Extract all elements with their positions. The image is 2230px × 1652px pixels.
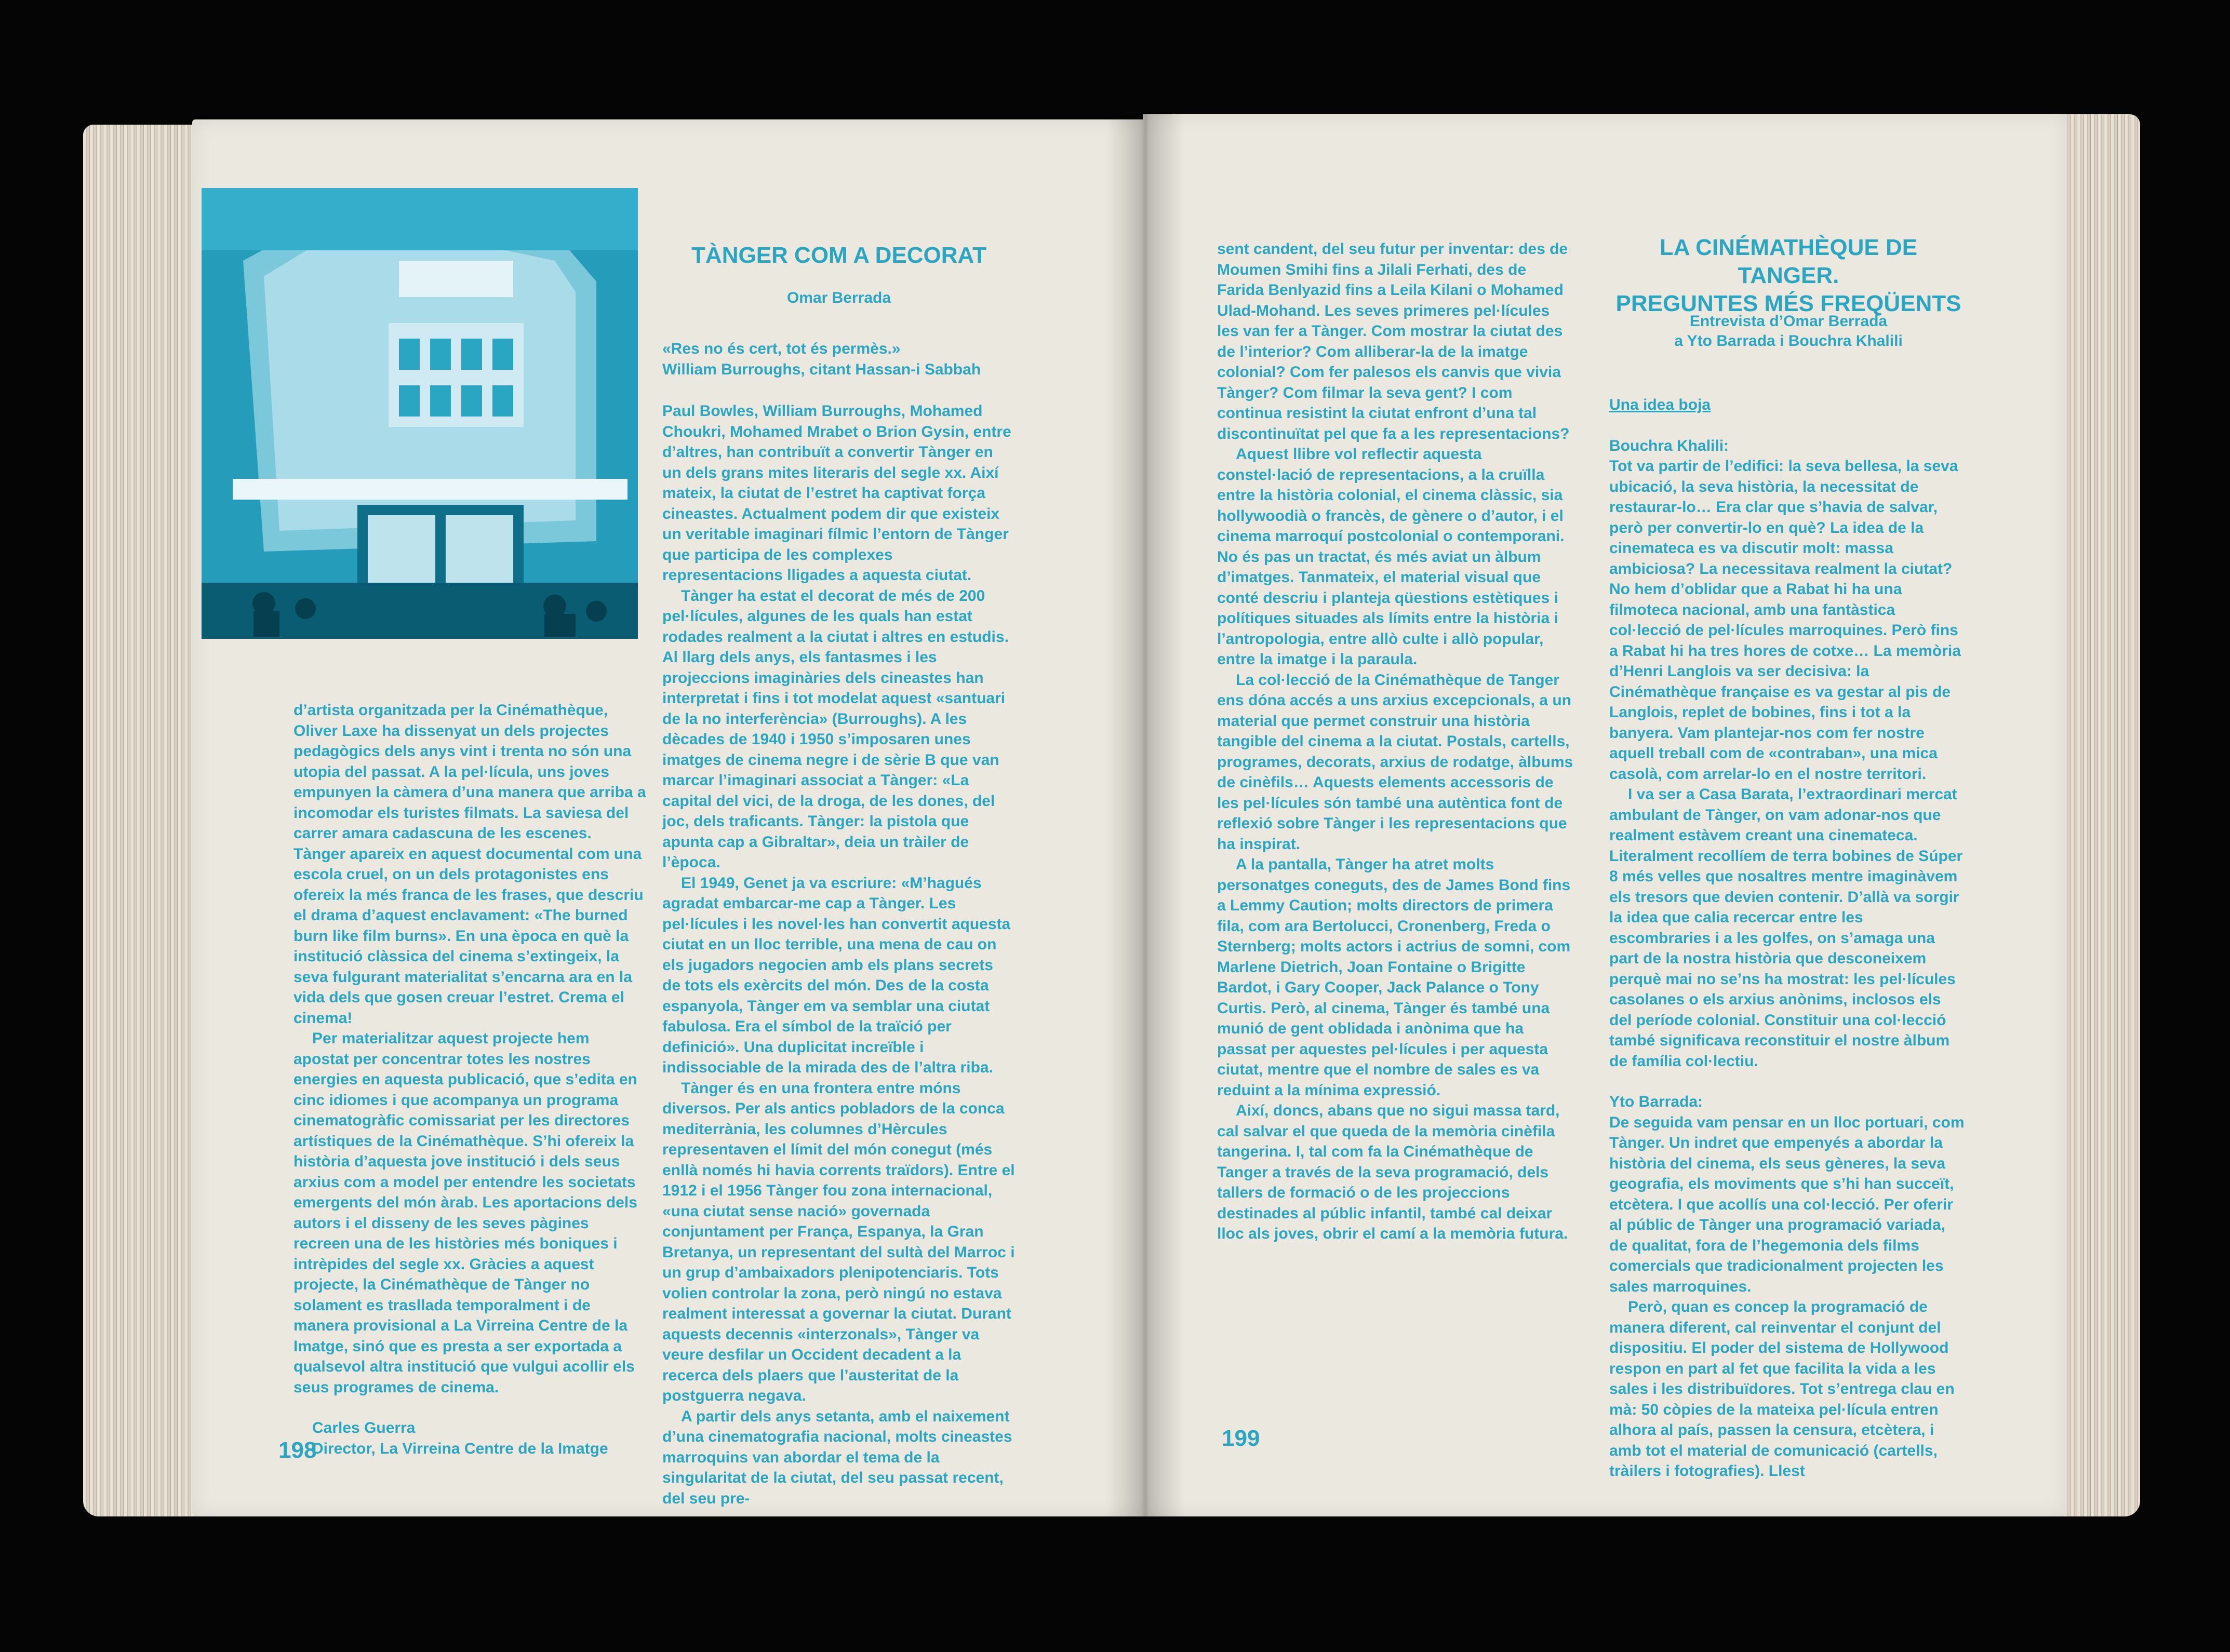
paragraph: Per materialitzar aquest projecte hem apostat per concentrar totes les nostres energies en aquesta publicació, que s’edita en cinc idiomes i que acompanya un programa cinematogràfic comissariat per les directores artístiques de la Cinémathèque. S’hi ofereix la història d’aquesta jove institució i dels seus arxius com a model per entendre les societats emergents del món àrab. Les aportacions dels autors i el disseny de les seves pàgines recreen una de les històries més boniques i intrèpides del segle xx. Gràcies a aquest projecte, la Cinémathèque de Tànger no solament es trasllada temporalment i de manera provisional a La Virreina Centre de la Imatge, sinó que es presta a ser exportada a qualsevol altra institució que vulgui acollir els seus programes de cinema.: [293, 1030, 637, 1396]
paragraph: Tànger ha estat el decorat de més de 200 pel·lícules, algunes de les quals han estat rodades realment a la ciutat i altres en estudis. Al llarg dels anys, els fantasmes i les projeccions imaginàries dels cineastes han interpretat i fins i tot modelat aquest «santuari de la no interferència» (Burroughs). A les dècades de 1940 i 1950 s’imposaren unes imatges de cinema negre i de sèrie B que van marcar l’imaginari associat a Tànger: «La capital del vici, de la droga, de les dones, del joc, dels traficants. Tànger: la pistola que apunta cap a Gibraltar», deia un tràiler de l’època.: [662, 587, 1009, 871]
left-col2-text: [662, 401, 1016, 1509]
article-author: Omar Berrada: [786, 289, 891, 306]
paragraph: sent candent, del seu futur per inventar: des de Moumen Smihi fins a Jilali Ferhati, des de Farida Benlyazid fins a Leila Kilani o Mohamed Ulad-Mohand. Les seves primeres pel·lícules les van fer a Tànger. Com mostrar la ciutat des de l’interior? Com alliberar-la de la imatge colonial? Com fer palesos els canvis que vivia Tànger? Com filmar la seva gent? I com continua resistint la ciutat enfront d’una tal discontinuïtat pel que fa a les representacions?: [1217, 240, 1570, 442]
signature-name: Carles Guerra: [312, 1419, 416, 1436]
paragraph: Així, doncs, abans que no sigui massa tard, cal salvar el que queda de la memòria cinèfila tangerina. I, tal com fa la Cinémathèque de Tanger a través de la seva programació, dels tallers de formació o de les projeccions destinades al públic infantil, també cal deixar lloc als joves, obrir el camí a la memòria futura.: [1217, 1102, 1568, 1242]
right-col2-text: [1609, 395, 1968, 1482]
article-title: TÀNGER COM A DECORAT: [691, 243, 986, 268]
interview-title-line1: LA CINÉMATHÈQUE DE TANGER.: [1659, 235, 1918, 288]
paragraph: Tot va partir de l’edifici: la seva bellesa, la seva ubicació, la seva història, la necessitat de restaurar-lo… Era clar que s’havia de salvar, però per convertir-lo en què? La idea de la cinemateca es va discutir molt: massa ambiciosa? La necessitava realment la ciutat? No hem d’oblidar que a Rabat hi ha una filmoteca nacional, amb una fantàstica col·lecció de pel·lícules marroquines. Però fins a Rabat hi ha tres hores de cotxe… La memòria d’Henri Langlois va ser decisiva: la Cinémathèque française es va gestar al pis de Langlois, replet de bobines, fins i tot a la banyera. Vam plantejar-nos com fer nostre aquell treball com de «contraban», una mica casolà, com arrelar-lo en el nostre territori.: [1609, 458, 1961, 783]
left-col1-text: [293, 700, 647, 1459]
paragraph: La col·lecció de la Cinémathèque de Tanger ens dóna accés a uns arxius excepcionals, a un material que permet construir una història tangible del cinema a la ciutat. Postals, cartells, programes, decorats, arxius de rodatge, àlbums de cinèfils… Aquests elements accessoris de les pel·lícules són també una autèntica font de reflexió sobre Tànger i les representacions que ha inspirat.: [1217, 671, 1573, 853]
speaker-label: Bouchra Khalili:: [1609, 437, 1729, 454]
paragraph: A la pantalla, Tànger ha atret molts personatges coneguts, des de James Bond fins a Lemmy Caution; molts directors de primera fila, com ara Bertolucci, Cronenberg, Freda o Sternberg; molts actors i actrius de somni, com Marlene Dietrich, Joan Fontaine o Brigitte Bardot, i Gary Cooper, Jack Palance o Tony Curtis. Però, al cinema, Tànger és també una munió de gent oblidada i anònima que ha passat per aquestes pel·lícules i per aquesta ciutat, mentre que el nombre de sales es va reduint a la mínima expressió.: [1217, 856, 1571, 1099]
section-heading: Una idea boja: [1609, 396, 1711, 413]
right-col1-text: [1217, 239, 1575, 1244]
epigraph: [662, 339, 1016, 380]
page-number-left: 198: [278, 1438, 317, 1463]
paragraph: Paul Bowles, William Burroughs, Mohamed Choukri, Mohamed Mrabet o Brion Gysin, entre d’altres, han contribuït a convertir Tànger en un dels grans mites literaris del segle xx. Així mateix, la ciutat de l’estret ha captivat força cineastes. Actualment podem dir que existeix un veritable imaginari fílmic l’entorn de Tànger que participa de les complexes representacions lligades a aquesta ciutat.: [662, 402, 1011, 584]
paragraph: Però, quan es concep la programació de manera diferent, cal reinventar el conjunt del dispositiu. El poder del sistema de Hollywood respon en part al fet que facilita la vida a les sales i les distribuïdores. Tot s’entrega clau en mà: 50 còpies de la mateixa pel·lícula entren alhora al país, passen la censura, etcètera, i amb tot el material de comunicació (cartells, tràilers i fotografies). Llest: [1609, 1298, 1955, 1480]
epigraph-attribution: William Burroughs, citant Hassan-i Sabbah: [662, 360, 981, 378]
interview-subtitle-line2: a Yto Barrada i Bouchra Khalili: [1674, 332, 1903, 350]
book-page-edges-left: [83, 125, 203, 1516]
paragraph: I va ser a Casa Barata, l’extraordinari mercat ambulant de Tànger, on vam adonar-nos que realment estàvem creant una cinemateca. Literalment recollíem de terra bobines de Súper 8 més velles que nosaltres mentre imaginàvem els tresors que devien contenir. D’allà va sorgir la idea que calia recercar entre les escombraries i a les golfes, on s’amaga una part de la nostra història que desconeixem perquè mai no se’ns ha mostrat: les pel·lícules casolanes o els arxius anònims, inclosos els del període colonial. Constituir una col·lecció també significava reconstituir el nostre àlbum de família col·lectiu.: [1609, 786, 1963, 1070]
speaker-label: Yto Barrada:: [1609, 1093, 1703, 1110]
paragraph: A partir dels anys setanta, amb el naixement d’una cinematografia nacional, molts cineastes marroquins van abordar el tema de la singularitat de la ciutat, del seu passat recent, del seu pre-: [662, 1407, 1012, 1507]
paragraph: El 1949, Genet ja va escriure: «M’hagués agradat embarcar-me cap a Tànger. Les pel·lícules i les novel·les han convertit aquesta ciutat en un lloc terrible, una mena de cau on els jugadors negocien amb els plans secrets de tots els exèrcits del món. Des de la costa espanyola, Tànger em va semblar una ciutat fabulosa. Era el símbol de la traïció per definició». Una duplicitat increïble i indissociable de la mirada des de l’altra riba.: [662, 874, 1011, 1076]
interview-subtitle: [1609, 312, 1968, 351]
interview-title: [1609, 234, 1968, 318]
book-page-edges-right: [2057, 114, 2140, 1516]
epigraph-quote: «Res no és cert, tot és permès.»: [662, 340, 901, 357]
signature-title: Director, La Virreina Centre de la Imatge: [312, 1440, 608, 1457]
paragraph: d’artista organitzada per la Cinémathèque, Oliver Laxe ha dissenyat un dels projectes pedagògics dels anys vint i trenta no són una utopia del passat. A la pel·lícula, uns joves empunyen la càmera d’una manera que arriba a incomodar els turistes filmats. La saviesa del carrer amara cadascuna de les escenes. Tànger apareix en aquest documental com una escola cruel, on un dels protagonistes ens ofereix la més franca de les frases, que descriu el drama d’aquest enclavament: «The burned burn like film burns». En una època en què la institució clàssica del cinema s’extingeix, la seva fulgurant materialitat s’encarna ara en la vida dels que gosen creuar l’estret. Crema el cinema!: [293, 702, 646, 1027]
paragraph: Tànger és en una frontera entre móns diversos. Per als antics pobladors de la conca mediterrània, les columnes d’Hèrcules representaven el límit del món conegut (més enllà només hi havia corrents traïdors). Entre el 1912 i el 1956 Tànger fou zona internacional, «una ciutat sense nació» governada conjuntament per França, Espanya, la Gran Bretanya, un representant del sultà del Marroc i un grup d’ambaixadors plenipotenciaris. Tots volien controlar la zona, però ningú no estava realment interessat a governar la ciutat. Durant aquests decennis «interzonals», Tànger va veure desfilar un Occident decadent a la recerca dels plaers que l’austeritat de la postguerra negava.: [662, 1079, 1015, 1404]
paragraph: De seguida vam pensar en un lloc portuari, com Tànger. Un indret que empenyés a abordar la història del cinema, els seus gèneres, la seva geografia, els moviments que s’hi han succeït, etcètera. I que acollís una col·lecció. Per oferir al públic de Tànger una programació variada, de qualitat, fora de l’hegemonia dels films comercials que tradicionalment projecten les sales marroquines.: [1609, 1113, 1965, 1295]
page-number-right: 199: [1222, 1426, 1260, 1451]
interview-subtitle-line1: Entrevista d’Omar Berrada: [1689, 313, 1888, 330]
book-gutter: [1106, 114, 1184, 1516]
paragraph: Aquest llibre vol reflectir aquesta constel·lació de representacions, a la cruïlla entre la història colonial, el cinema clàssic, sia hollywoodià o francès, de gènere o d’autor, i el cinema marroquí postcolonial o contemporani. No és pas un tractat, és més aviat un àlbum d’imatges. Tanmateix, el material visual que conté descriu i planteja qüestions estètiques i polítiques situades als límits entre la història i l’antropologia, entre allò culte i allò popular, entre la imatge i la paraula.: [1217, 446, 1565, 668]
cinema-facade-photo: [202, 188, 638, 639]
interview-title-line2: PREGUNTES MÉS FREQÜENTS: [1615, 291, 1961, 316]
